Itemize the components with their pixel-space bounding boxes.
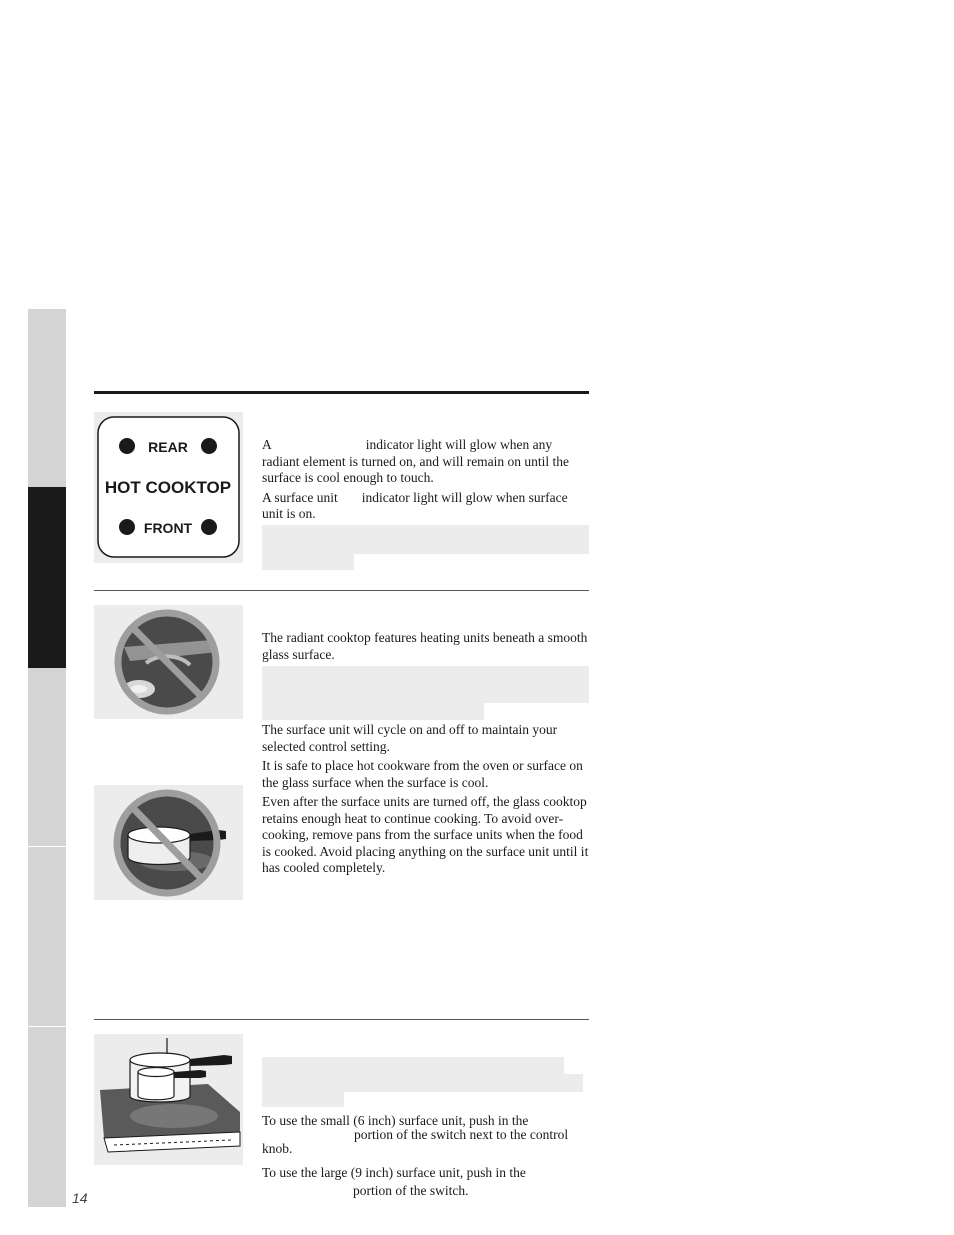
cooktop-paragraph-2: The surface unit will cycle on and off to maintain your selected control setting. [262, 722, 558, 754]
no-cookware-on-hot-surface-icon [94, 785, 243, 900]
dual-unit-paragraph-1: To use the small (6 inch) surface unit, push in the portion of the switch next to the control knob. [262, 1113, 569, 1156]
indicator-text-block [262, 437, 590, 523]
shaded-note-band [262, 703, 484, 720]
dual-surface-unit-icon [94, 1034, 243, 1165]
no-sliding-icon [94, 605, 243, 719]
cooktop-paragraph-4: Even after the surface units are turned off, the glass cooktop retains enough heat to continue cooking. To avoid over-cooking, remove pans from the surface units when the food is cooked. Avoid placing anything on the surface unit until it has cooled completely. [262, 794, 589, 875]
page-number: 14 [72, 1190, 88, 1206]
indicator-panel-illustration [94, 412, 243, 563]
sidebar-tabs [28, 309, 66, 1207]
shaded-note-band [262, 1074, 583, 1092]
cooktop-paragraph-3: It is safe to place hot cookware from the oven or surface on the glass surface when the surface is cool. [262, 758, 583, 790]
shaded-note-band [262, 1092, 344, 1107]
indicator-paragraph-1: A indicator light will glow when any radiant element is turned on, and will remain on until the surface is cool enough to touch. [262, 437, 570, 485]
shaded-note-band [262, 525, 589, 554]
sidebar-tab-active[interactable] [28, 487, 66, 668]
hot-cooktop-label: HOT COOKTOP [104, 478, 232, 497]
shaded-note-band [262, 1057, 564, 1074]
indicator-paragraph-2: A surface unit indicator light will glow when surface unit is on. [262, 489, 568, 521]
shaded-note-band [262, 554, 354, 570]
front-label: FRONT [143, 520, 193, 536]
sidebar-tab-divider [28, 846, 66, 847]
section-rule-middle [94, 590, 589, 591]
cooktop-text-block [262, 722, 590, 877]
section-rule-top [94, 391, 589, 394]
indicator-panel-icon [94, 412, 243, 563]
dual-unit-paragraph-2: To use the large (9 inch) surface unit, push in the portion of the switch. [262, 1165, 526, 1198]
no-cookware-illustration [94, 785, 243, 900]
cooktop-paragraph-1: The radiant cooktop features heating units beneath a smooth glass surface. [262, 630, 588, 662]
dual-surface-unit-illustration [94, 1034, 243, 1165]
rear-label: REAR [148, 439, 188, 455]
sidebar-tab-divider [28, 1026, 66, 1027]
section-rule-bottom [94, 1019, 589, 1020]
no-sliding-illustration [94, 605, 243, 719]
shaded-note-band [262, 666, 589, 703]
